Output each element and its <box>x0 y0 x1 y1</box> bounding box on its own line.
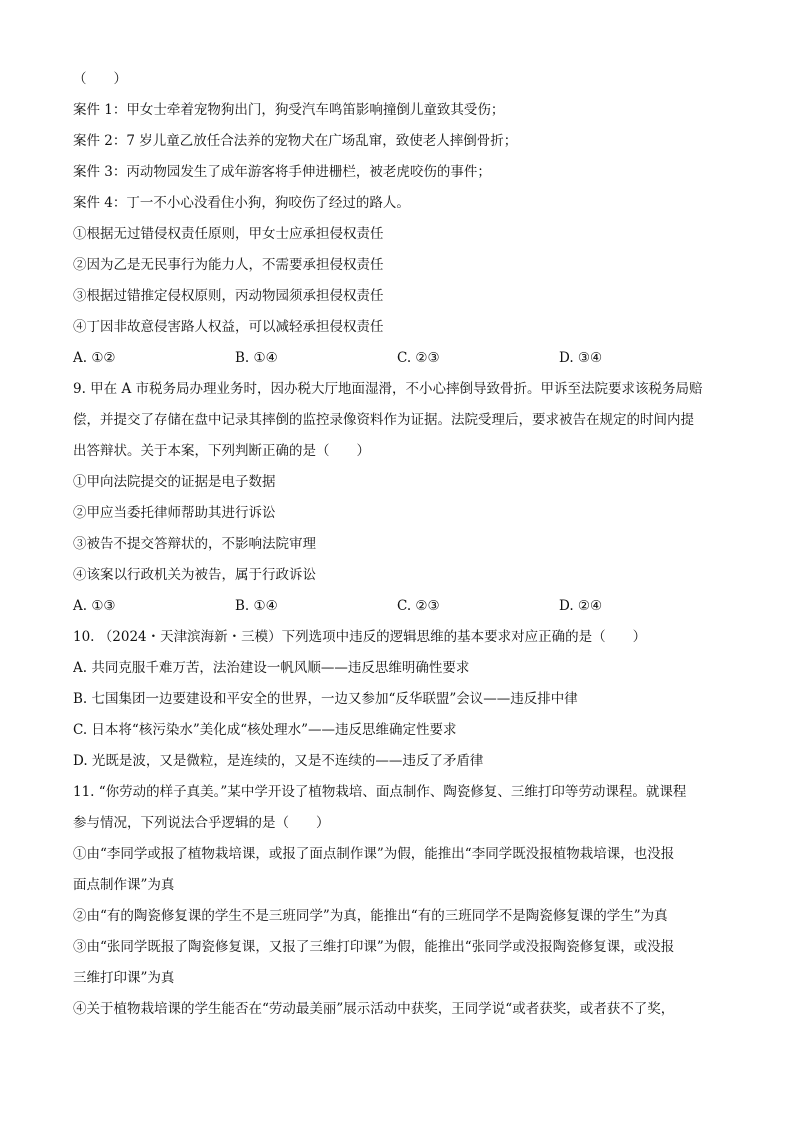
page-content <box>73 64 723 1025</box>
case-item: 案件 3：丙动物园发生了成年游客将手伸进栅栏，被老虎咬伤的事件； <box>73 164 491 180</box>
question-9-stem <box>73 374 723 467</box>
q8-cases <box>73 95 723 219</box>
case-item: 案件 4：丁一不小心没看住小狗，狗咬伤了经过的路人。 <box>73 195 410 211</box>
stem-line: 参与情况，下列说法合乎逻辑的是（ ） <box>73 815 330 831</box>
option-d[interactable]: D. ②④ <box>559 598 603 614</box>
case-item: 案件 2：7 岁儿童乙放任合法养的宠物犬在广场乱窜，致使老人摔倒骨折； <box>73 133 518 149</box>
statement-item: ②甲应当委托律师帮助其进行诉讼 <box>73 505 276 521</box>
question-11-stem <box>73 777 723 839</box>
q8-options <box>73 343 723 374</box>
option-b[interactable]: B. 七国集团一边要建设和平安全的世界，一边又参加“反华联盟”会议——违反排中律 <box>73 691 578 707</box>
statement-item: ④丁因非故意侵害路人权益，可以减轻承担侵权责任 <box>73 319 384 335</box>
statement-item: ②因为乙是无民事行为能力人，不需要承担侵权责任 <box>73 257 384 273</box>
option-c[interactable]: C. ②③ <box>397 350 440 366</box>
stem-line: 出答辩状。关于本案，下列判断正确的是（ ） <box>73 443 370 459</box>
option-a[interactable]: A. ①③ <box>73 598 116 614</box>
q9-statements <box>73 467 723 591</box>
option-c[interactable]: C. 日本将“核污染水”美化成“核处理水”——违反思维确定性要求 <box>73 722 457 738</box>
q8-statements <box>73 219 723 343</box>
answer-bracket: （ ） <box>73 71 127 87</box>
stem-line: 9. 甲在 A 市税务局办理业务时，因办税大厅地面湿滑，不小心摔倒导致骨折。甲诉至法院要求该税务局赔 <box>73 381 703 397</box>
q11-statements <box>73 839 723 1025</box>
option-a[interactable]: A. 共同克服千难万苦，法治建设一帆风顺——违反思维明确性要求 <box>73 660 470 676</box>
statement-item: ①根据无过错侵权责任原则，甲女士应承担侵权责任 <box>73 226 384 242</box>
option-d[interactable]: D. 光既是波，又是微粒，是连续的，又是不连续的——违反了矛盾律 <box>73 753 484 769</box>
case-item: 案件 1：甲女士牵着宠物狗出门，狗受汽车鸣笛影响撞倒儿童致其受伤； <box>73 102 505 118</box>
statement-item: ②由“有的陶瓷修复课的学生不是三班同学”为真，能推出“有的三班同学不是陶瓷修复课的学生”为真 <box>73 908 668 924</box>
statement-item: ①由“李同学或报了植物栽培课，或报了面点制作课”为假，能推出“李同学既没报植物栽培课，也没报 <box>73 846 675 862</box>
question-10-stem: 10. （2024・天津滨海新・三模）下列选项中违反的逻辑思维的基本要求对应正确的是（ ） <box>73 629 647 645</box>
option-c[interactable]: C. ②③ <box>397 598 440 614</box>
option-d[interactable]: D. ③④ <box>559 350 603 366</box>
statement-item: 三维打印课”为真 <box>73 970 175 986</box>
q9-options <box>73 591 723 622</box>
statement-item: 面点制作课”为真 <box>73 877 175 893</box>
statement-item: ③由“张同学既报了陶瓷修复课，又报了三维打印课”为假，能推出“张同学或没报陶瓷修复课，或没报 <box>73 939 675 955</box>
stem-line: 偿，并提交了存储在盘中记录其摔倒的监控录像资料作为证据。法院受理后，要求被告在规定的时间内提 <box>73 412 694 428</box>
statement-item: ④关于植物栽培课的学生能否在“劳动最美丽”展示活动中获奖，王同学说“或者获奖，或者获不了奖， <box>73 1001 675 1017</box>
statement-item: ④该案以行政机关为被告，属于行政诉讼 <box>73 567 316 583</box>
statement-item: ①甲向法院提交的证据是电子数据 <box>73 474 276 490</box>
option-a[interactable]: A. ①② <box>73 350 116 366</box>
option-b[interactable]: B. ①④ <box>235 350 278 366</box>
statement-item: ③被告不提交答辩状的，不影响法院审理 <box>73 536 316 552</box>
option-b[interactable]: B. ①④ <box>235 598 278 614</box>
stem-line: 11. “你劳动的样子真美。”某中学开设了植物栽培、面点制作、陶瓷修复、三维打印等劳动课程。就课程 <box>73 784 687 800</box>
q10-options <box>73 653 723 777</box>
statement-item: ③根据过错推定侵权原则，丙动物园须承担侵权责任 <box>73 288 384 304</box>
